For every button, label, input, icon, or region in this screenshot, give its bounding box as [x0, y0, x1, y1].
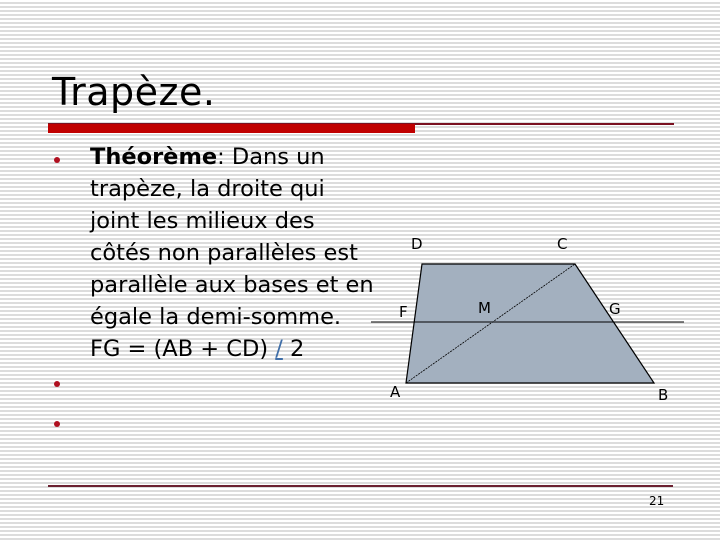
theorem-label: Théorème [90, 144, 218, 170]
slide-title: Trapèze. [52, 70, 216, 114]
trapezoid-shape [406, 264, 654, 383]
formula-link[interactable]: / [275, 336, 283, 362]
label-f: F [399, 303, 408, 321]
page-number: 21 [649, 494, 665, 508]
label-d: D [411, 235, 423, 253]
theorem-text: : Dans un trapèze, la droite qui joint les milieux des côtés non parallèles est parallèle aux bases et en égale la demi-somme. [90, 144, 374, 330]
label-m: M [478, 299, 491, 317]
label-a: A [390, 383, 401, 401]
formula-text-end: 2 [282, 336, 305, 362]
formula-text: FG = (AB + CD) [90, 336, 276, 362]
label-g: G [609, 300, 621, 318]
footer-line [48, 485, 673, 487]
label-b: B [658, 386, 669, 404]
label-c: C [557, 235, 568, 253]
